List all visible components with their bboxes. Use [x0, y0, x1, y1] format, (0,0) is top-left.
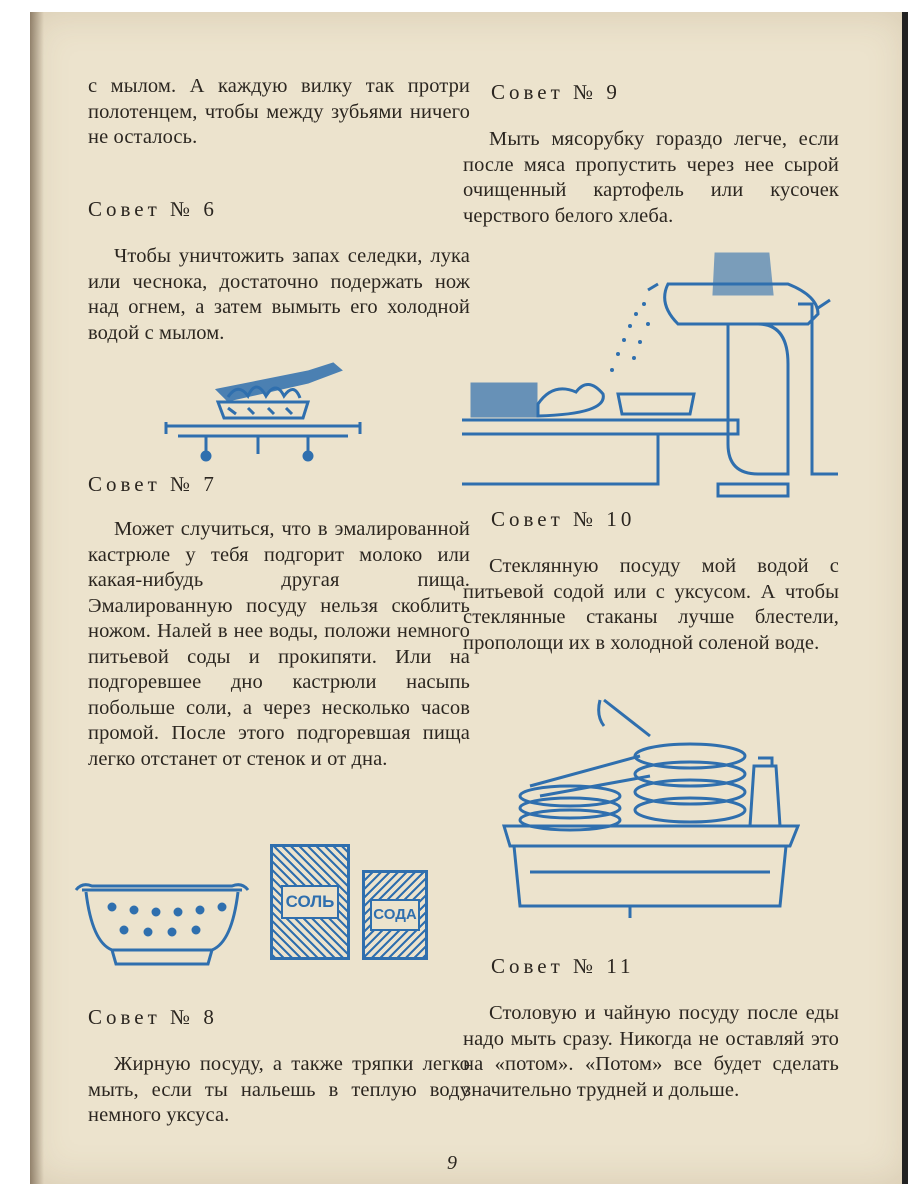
tip11-heading: Совет № 11: [491, 954, 635, 978]
tip8-text: Жирную посуду, а также тряпки легко мыть, если ты нальешь в теплую воду немного уксуса.: [88, 1053, 470, 1126]
tip11-section: [463, 954, 839, 1103]
colander-drawing: [72, 852, 412, 977]
continuation-text: с мылом. А каждую вилку так протри полотенцем, чтобы между зубьями ничего не осталось.: [88, 75, 470, 148]
colander-salt-soda-illustration: [72, 852, 412, 977]
tip7-section: [88, 472, 470, 772]
knife-over-stove-illustration: [158, 352, 368, 462]
tip10-text: Стеклянную посуду мой водой с питьевой содой или с уксусом. А чтобы стеклянные стаканы лучше блестели, прополощи их в холодной соленой воде.: [463, 555, 839, 654]
sink-with-dishes-drawing: [500, 696, 800, 928]
page-number: 9: [447, 1152, 457, 1174]
meat-grinder-illustration: [458, 244, 838, 504]
salt-box: [270, 844, 350, 960]
tip6-section: [88, 197, 470, 346]
salt-box-label: СОЛЬ: [281, 885, 339, 919]
left-column: [88, 74, 470, 151]
stove-knife-drawing: [158, 352, 368, 462]
soda-box: [362, 870, 428, 960]
soda-box-label: СОДА: [370, 899, 420, 931]
tip7-text: Может случиться, что в эмалированной кастрюле у тебя подгорит молоко или какая-нибудь другая пища. Эмалированную посуду нельзя скоблить ножом. Налей в нее воды, положи немного питьевой соды и прокипяти. Или на подгоревшее дно кастрюли насыпь побольше соли, а через несколько часов промой. После этого подгоревшая пища легко отстанет от стенок и от дна.: [88, 518, 470, 770]
tip8-section: [88, 1005, 470, 1129]
tip9-heading: Совет № 9: [491, 80, 621, 104]
tip8-heading: Совет № 8: [88, 1005, 218, 1029]
tip9-text: Мыть мясорубку гораздо легче, если после мяса пропустить через нее сырой очищенный картофель или кусочек черствого белого хлеба.: [463, 128, 839, 227]
tip9-section: [463, 80, 839, 229]
tip10-heading: Совет № 10: [491, 507, 636, 531]
tip10-section: [463, 507, 839, 656]
tip11-text: Столовую и чайную посуду после еды надо мыть сразу. Никогда не оставляй это на «потом». «Потом» все будет сделать значительно трудней и дольше.: [463, 1002, 839, 1101]
tip6-text: Чтобы уничтожить запах селедки, лука или чеснока, достаточно подержать нож над огнем, а затем вымыть его холодной водой с мылом.: [88, 245, 470, 344]
book-page: [30, 12, 908, 1184]
tip7-heading: Совет № 7: [88, 472, 218, 496]
dish-sink-illustration: [500, 696, 800, 928]
tip6-heading: Совет № 6: [88, 197, 218, 221]
meat-grinder-drawing: [458, 244, 838, 504]
